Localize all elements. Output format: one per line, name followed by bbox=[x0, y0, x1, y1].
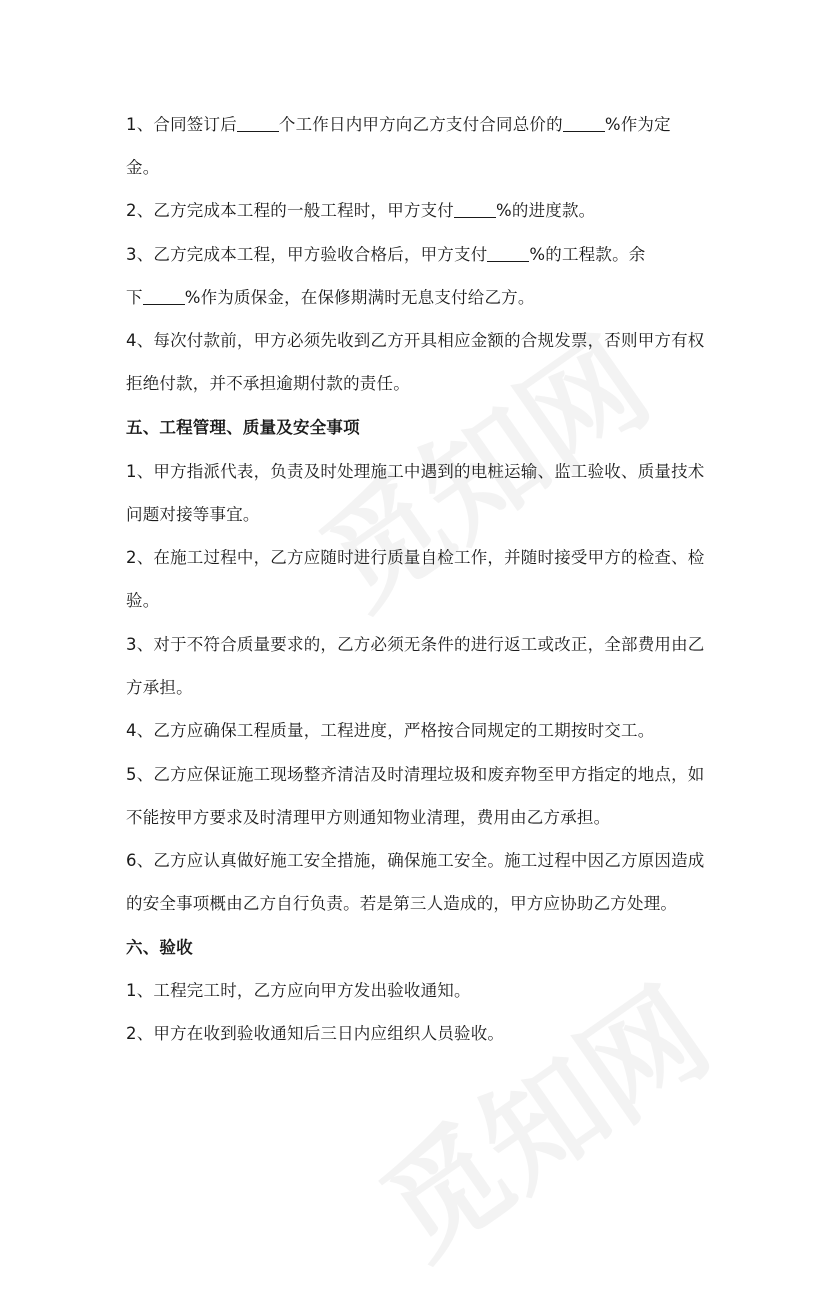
text-segment: %作为质保金，在保修期满时无息支付给乙方。 bbox=[184, 288, 535, 307]
section-5-clause-5-line-2 bbox=[126, 808, 610, 828]
text-segment: 验。 bbox=[126, 591, 160, 610]
heading-text: 六、验收 bbox=[126, 938, 193, 957]
text-segment: %作为定 bbox=[604, 115, 671, 134]
clause-2 bbox=[126, 201, 595, 221]
fill-in-blank[interactable] bbox=[563, 115, 605, 132]
text-segment: 4、乙方应确保工程质量，工程进度，严格按合同规定的工期按时交工。 bbox=[126, 721, 655, 740]
clause-3-line-2 bbox=[126, 288, 535, 308]
text-segment: 5、乙方应保证施工现场整齐清洁及时清理垃圾和废弃物至甲方指定的地点，如 bbox=[126, 765, 705, 784]
heading-text: 五、工程管理、质量及安全事项 bbox=[126, 418, 360, 437]
text-segment: 6、乙方应认真做好施工安全措施，确保施工安全。施工过程中因乙方原因造成 bbox=[126, 851, 705, 870]
section-6-heading bbox=[126, 938, 193, 958]
section-5-clause-6-line-2 bbox=[126, 894, 677, 914]
section-5-clause-3-line-2 bbox=[126, 678, 193, 698]
text-segment: %的进度款。 bbox=[496, 201, 596, 220]
section-5-clause-3-line-1 bbox=[126, 635, 705, 655]
clause-3-line-1 bbox=[126, 245, 646, 265]
section-6-clause-2 bbox=[126, 1024, 504, 1044]
section-5-clause-1-line-2 bbox=[126, 505, 260, 525]
text-segment: 问题对接等事宜。 bbox=[126, 505, 260, 524]
clause-4-line-2 bbox=[126, 374, 410, 394]
fill-in-blank[interactable] bbox=[454, 201, 496, 218]
section-6-clause-1 bbox=[126, 981, 471, 1001]
text-segment: 1、合同签订后 bbox=[126, 115, 237, 134]
text-segment: 2、甲方在收到验收通知后三日内应组织人员验收。 bbox=[126, 1024, 505, 1043]
fill-in-blank[interactable] bbox=[143, 288, 185, 305]
text-segment: 下 bbox=[126, 288, 143, 307]
text-segment: 个工作日内甲方向乙方支付合同总价的 bbox=[278, 115, 563, 134]
text-segment: 1、甲方指派代表，负责及时处理施工中遇到的电桩运输、监工验收、质量技术 bbox=[126, 462, 705, 481]
text-segment: 2、乙方完成本工程的一般工程时，甲方支付 bbox=[126, 201, 454, 220]
clause-1-line-1 bbox=[126, 115, 671, 135]
section-5-clause-4 bbox=[126, 721, 654, 741]
text-segment: 3、乙方完成本工程，甲方验收合格后，甲方支付 bbox=[126, 245, 488, 264]
text-segment: 拒绝付款，并不承担逾期付款的责任。 bbox=[126, 374, 410, 393]
section-5-clause-5-line-1 bbox=[126, 765, 705, 785]
fill-in-blank[interactable] bbox=[487, 245, 529, 262]
text-segment: 1、工程完工时，乙方应向甲方发出验收通知。 bbox=[126, 981, 471, 1000]
text-segment: 2、在施工过程中，乙方应随时进行质量自检工作，并随时接受甲方的检查、检 bbox=[126, 548, 705, 567]
section-5-clause-6-line-1 bbox=[126, 851, 705, 871]
section-5-heading bbox=[126, 418, 360, 438]
text-segment: 方承担。 bbox=[126, 678, 193, 697]
text-segment: 不能按甲方要求及时清理甲方则通知物业清理，费用由乙方承担。 bbox=[126, 808, 611, 827]
text-segment: 4、每次付款前，甲方必须先收到乙方开具相应金额的合规发票，否则甲方有权 bbox=[126, 331, 705, 350]
clause-1-line-2 bbox=[126, 158, 159, 178]
text-segment: 金。 bbox=[126, 158, 160, 177]
clause-4-line-1 bbox=[126, 331, 705, 351]
text-segment: %的工程款。余 bbox=[529, 245, 646, 264]
text-segment: 3、对于不符合质量要求的，乙方必须无条件的进行返工或改正，全部费用由乙 bbox=[126, 635, 705, 654]
section-5-clause-2-line-2 bbox=[126, 591, 159, 611]
fill-in-blank[interactable] bbox=[237, 115, 279, 132]
section-5-clause-1-line-1 bbox=[126, 462, 705, 482]
text-segment: 的安全事项概由乙方自行负责。若是第三人造成的，甲方应协助乙方处理。 bbox=[126, 894, 678, 913]
section-5-clause-2-line-1 bbox=[126, 548, 705, 568]
